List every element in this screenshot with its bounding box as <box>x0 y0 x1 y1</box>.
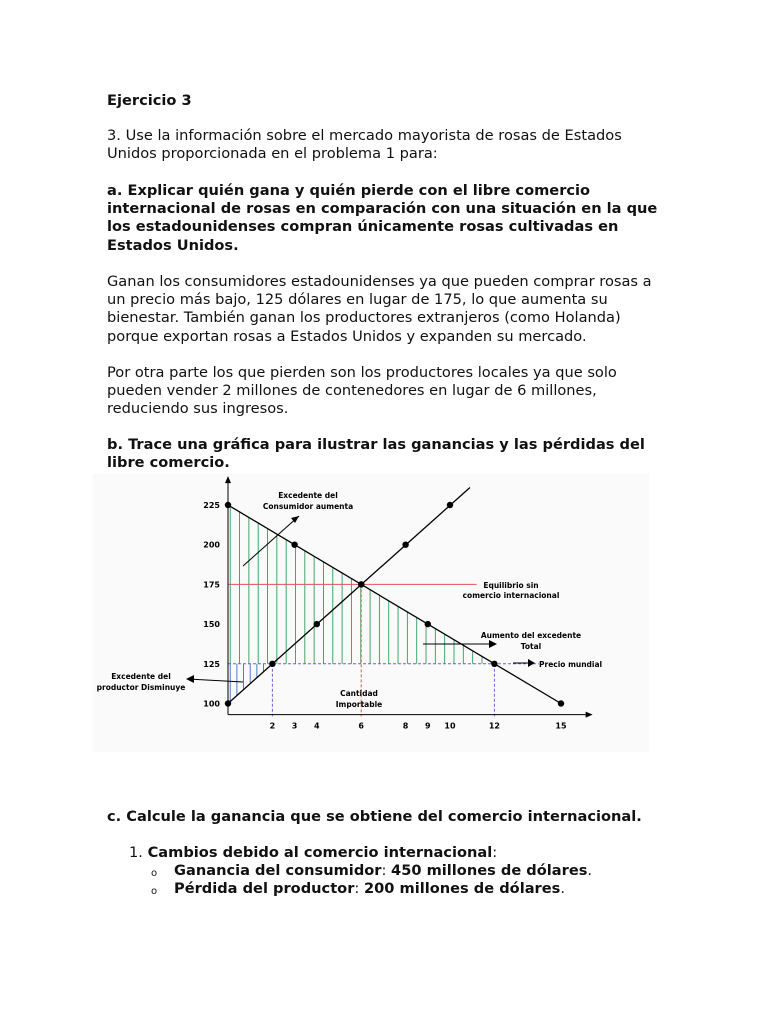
list-heading: Cambios debido al comercio internacional <box>147 844 493 861</box>
x-tick-label: 9 <box>425 721 431 731</box>
demand-point <box>558 700 564 706</box>
x-tick-label: 6 <box>358 721 364 731</box>
chart-background <box>93 474 649 752</box>
sub-item-separator: : <box>381 862 392 879</box>
x-tick-label: 12 <box>488 721 500 731</box>
annotation-producer-line-1: Excedente del <box>111 672 171 681</box>
sub-item-value: 200 millones de dólares <box>363 880 561 897</box>
y-tick-label: 225 <box>203 501 220 510</box>
sub-item-consumer-gain <box>151 862 593 880</box>
x-tick-label: 2 <box>269 721 276 731</box>
answer-a-paragraph-2: Por otra parte los que pierden son los productores locales ya que solo pueden vender 2 millones de contenedores en lugar de 6 millones, reduciendo sus ingresos. <box>107 364 617 418</box>
annotation-consumer-line-1: Excedente del <box>278 491 338 500</box>
question-a: a. Explicar quién gana y quién pierde con el libre comercio internacional de rosas en comparación con una situación en la que los estadounidenses compran únicamente rosas cultivadas en Estados Unidos. <box>107 182 658 254</box>
list-heading-colon: : <box>492 844 498 861</box>
supply-point <box>314 621 320 627</box>
sub-item-separator: : <box>354 880 364 897</box>
annotation-total-line-1: Aumento del excedente <box>480 631 582 640</box>
sub-item-period: . <box>587 862 593 879</box>
list-number: 1. <box>129 844 143 861</box>
x-tick-label: 15 <box>555 721 567 731</box>
x-tick-label: 10 <box>444 721 456 731</box>
sub-item-label: Ganancia del consumidor <box>174 862 382 879</box>
supply-point <box>225 700 231 706</box>
sub-item-label: Pérdida del productor <box>174 880 355 897</box>
answer-a-paragraph-1: Ganan los consumidores estadounidenses ya que pueden comprar rosas a un precio más bajo, 125 dólares en lugar de 175, lo que aumenta su bienestar. También ganan los productores extranjeros (como Holanda) porque exportan rosas a Estados Unidos y expanden su mercado. <box>107 273 652 345</box>
annotation-equilibrium-line-2: comercio internacional <box>462 591 560 600</box>
sub-item-value: 450 millones de dólares <box>391 862 588 879</box>
intro-text: 3. Use la información sobre el mercado mayorista de rosas de Estados Unidos proporcionada en el problema 1 para: <box>107 127 622 163</box>
trade-gains-chart <box>93 474 649 752</box>
supply-point <box>269 661 275 667</box>
x-tick-label: 8 <box>402 721 409 731</box>
y-tick-label: 100 <box>203 699 220 709</box>
annotation-quantity-line-2: Importable <box>335 700 383 709</box>
annotation-world-price-text: Precio mundial <box>539 660 603 669</box>
demand-point <box>225 502 231 508</box>
supply-point <box>358 581 364 587</box>
annotation-producer-line-2: productor Disminuye <box>96 683 186 692</box>
x-tick-label: 4 <box>314 721 320 731</box>
exercise-title: Ejercicio 3 <box>107 92 192 109</box>
bullet-icon: o <box>151 886 158 897</box>
supply-point <box>402 542 408 548</box>
question-c: c. Calcule la ganancia que se obtiene del comercio internacional. <box>107 808 642 825</box>
annotation-total-line-2: Total <box>520 642 542 651</box>
bullet-icon: o <box>151 868 158 879</box>
y-tick-label: 125 <box>203 659 220 669</box>
y-tick-label: 200 <box>203 540 220 550</box>
question-b: b. Trace una gráfica para ilustrar las ganancias y las pérdidas del libre comercio. <box>107 436 645 472</box>
annotation-equilibrium-line-1: Equilibrio sin <box>483 581 539 590</box>
demand-point <box>491 661 497 667</box>
annotation-consumer-line-2: Consumidor aumenta <box>262 502 354 511</box>
y-tick-label: 150 <box>203 620 220 630</box>
annotation-quantity-line-1: Cantidad <box>340 689 378 698</box>
sub-item-period: . <box>560 880 565 897</box>
y-tick-label: 175 <box>203 580 220 590</box>
demand-point <box>425 621 431 627</box>
changes-list <box>129 844 593 897</box>
demand-point <box>291 542 297 548</box>
list-item <box>129 844 497 862</box>
x-tick-label: 3 <box>291 721 298 731</box>
sub-item-producer-loss <box>151 880 565 898</box>
supply-point <box>447 502 453 508</box>
